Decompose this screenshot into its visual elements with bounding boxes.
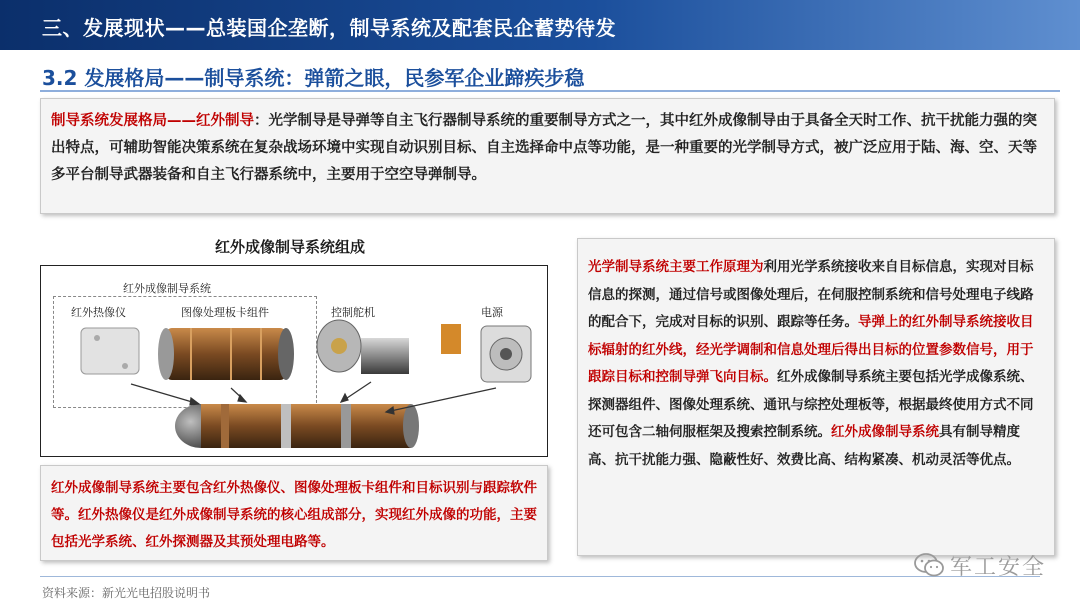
diagram-caption-box <box>40 465 548 561</box>
component-label-power: 电源 <box>481 306 503 319</box>
power-image <box>441 324 531 382</box>
component-label-image-board: 图像处理板卡组件 <box>181 306 269 319</box>
intro-box <box>40 98 1055 214</box>
servo-image <box>317 320 409 374</box>
watermark <box>914 548 1046 582</box>
thermal-imager-image <box>81 328 139 374</box>
principle-heading: 光学制导系统主要工作原理为 <box>588 259 764 275</box>
principle-highlight-1: 导弹上的红外制导系统接收目标辐射的红外线，经光学调制和信息处理后得出目标的位置参数信号，用于跟踪目标和控制导弹飞向目标。 <box>588 314 1034 385</box>
wechat-icon <box>914 552 944 578</box>
page-title: 三、发展现状——总装国企垄断，制导系统及配套民企蓄势待发 <box>42 16 616 40</box>
header-banner <box>0 0 1080 50</box>
principle-box <box>577 238 1055 556</box>
component-illustration <box>41 266 547 456</box>
source-note: 资料来源：新光光电招股说明书 <box>42 586 211 600</box>
component-diagram <box>40 265 548 457</box>
subtitle-divider <box>40 90 1060 92</box>
diagram-title: 红外成像制导系统组成 <box>214 238 365 256</box>
principle-text-2: 红外成像制导系统主要包括光学成像系统、探测器组件、图像处理系统、通讯与综控处理板等，根据最终使用方式不同还可包含二轴伺服框架及搜索控制系统。 <box>588 369 1034 440</box>
principle-text-3: 具有制导精度高、抗干扰能力强、隐蔽性好、效费比高、结构紧凑、机动灵活等优点。 <box>588 424 1020 468</box>
missile-image <box>175 404 419 448</box>
caption-text: 红外成像制导系统主要包含红外热像仪、图像处理板卡组件和目标识别与跟踪软件等。红外热像仪是红外成像制导系统的核心组成部分，实现红外成像的功能，主要包括光学系统、红外探测器及其预处理电路等。 <box>51 480 537 550</box>
image-board-image <box>158 328 294 380</box>
section-subtitle: 3.2 发展格局——制导系统：弹箭之眼，民参军企业蹄疾步稳 <box>42 66 585 90</box>
intro-text: ：光学制导是导弹等自主飞行器制导系统的重要制导方式之一，其中红外成像制导由于具备全天时工作、抗干扰能力强的突出特点，可辅助智能决策系统在复杂战场环境中实现自动识别目标、自主选择命中点等功能，是一种重要的光学制导方式，被广泛应用于陆、海、空、天等多平台制导武器装备和自主飞行器系统中，主要用于空空导弹制导。 <box>51 113 1037 183</box>
watermark-text: 军工安全 <box>949 554 1046 580</box>
footer-divider <box>40 576 1040 577</box>
component-label-thermal-imager: 红外热像仪 <box>71 306 126 319</box>
intro-highlight: 制导系统发展格局——红外制导 <box>51 113 254 129</box>
principle-text-1: 利用光学系统接收来自目标信息，实现对目标信息的探测，通过信号或图像处理后，在伺服控制系统和信号处理电子线路的配合下，完成对目标的识别、跟踪等任务。 <box>588 259 1034 330</box>
component-label-servo: 控制舵机 <box>331 306 375 319</box>
principle-highlight-2: 红外成像制导系统 <box>831 424 939 440</box>
group-label: 红外成像制导系统 <box>123 282 211 295</box>
